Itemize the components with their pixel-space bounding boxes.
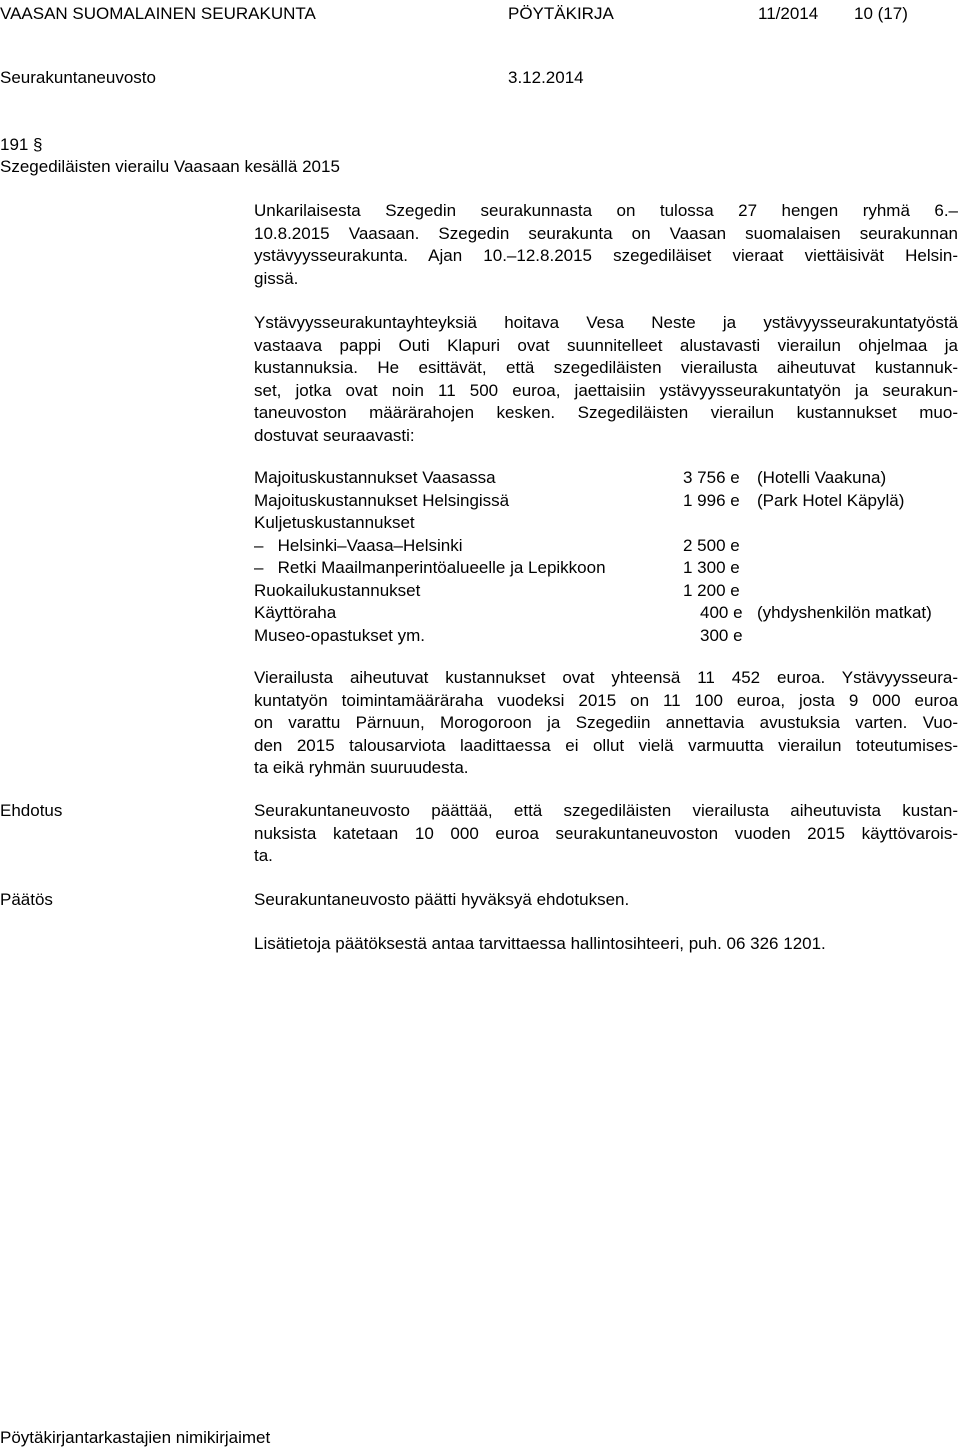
cost-row xyxy=(254,625,960,648)
cost-row xyxy=(254,490,960,513)
cost-note: (Park Hotel Käpylä) xyxy=(757,490,905,510)
section-title: Szegediläisten vierailu Vaasaan kesällä 2015 xyxy=(0,157,340,176)
cost-label: Majoituskustannukset Vaasassa xyxy=(254,468,496,487)
cost-amount: 300 e xyxy=(700,625,743,645)
paragraph-budget xyxy=(254,667,958,780)
section-number: 191 xyxy=(0,135,29,154)
cost-label: – Retki Maailmanperintöalueelle ja Lepikkoon xyxy=(254,558,606,577)
cost-row xyxy=(254,512,960,535)
text-line: on varattu Pärnuun, Morogoroon ja Szegediin annettavia avustuksia varten. Vuo- xyxy=(254,713,958,732)
text-line: kustannuksia. He esittävät, että szegediläisten vierailusta aiheutuvat kustannuk- xyxy=(254,358,958,377)
page-number: 10 (17) xyxy=(854,4,908,23)
text-line: nuksista katetaan 10 000 euroa seurakuntaneuvoston vuoden 2015 käyttövarois- xyxy=(254,823,958,843)
text-line: 10.8.2015 Vaasaan. Szegedin seurakunta on Vaasan suomalaisen seurakunnan xyxy=(254,223,958,243)
document-number: 11/2014 xyxy=(758,4,819,23)
meeting-date: 3.12.2014 xyxy=(508,68,584,87)
cost-label: Ruokailukustannukset xyxy=(254,580,421,600)
paragraph-planning xyxy=(254,312,958,447)
cost-label: Museo-opastukset ym. xyxy=(254,625,426,645)
section-sign: § xyxy=(33,135,43,154)
cost-row xyxy=(254,535,960,558)
text-line: gissä. xyxy=(254,268,299,288)
text-line: ystävyysseurakunta. Ajan 10.–12.8.2015 szegediläiset vieraat viettäisivät Helsin- xyxy=(254,246,958,265)
document-type: PÖYTÄKIRJA xyxy=(508,4,614,23)
cost-label: Käyttöraha xyxy=(254,603,337,622)
text-line: taneuvoston määrärahojen kesken. Szegediläisten vierailun kustannukset muo- xyxy=(254,403,958,422)
organization-name: VAASAN SUOMALAINEN SEURAKUNTA xyxy=(0,4,316,23)
cost-amount: 400 e xyxy=(700,603,743,622)
text-line: Seurakuntaneuvosto päättää, että szegediläisten vierailusta aiheutuvista kustan- xyxy=(254,801,958,820)
cost-label: Majoituskustannukset Helsingissä xyxy=(254,490,510,510)
cost-label: – Helsinki–Vaasa–Helsinki xyxy=(254,535,463,555)
footer-initials-label: Pöytäkirjantarkastajien nimikirjaimet xyxy=(0,1428,271,1447)
decision-label: Päätös xyxy=(0,890,53,909)
cost-row xyxy=(254,557,960,580)
cost-amount: 1 200 e xyxy=(683,580,740,600)
cost-label: Kuljetuskustannukset xyxy=(254,513,415,532)
text-line: ta. xyxy=(254,846,273,865)
cost-row xyxy=(254,602,960,625)
governing-body: Seurakuntaneuvosto xyxy=(0,68,156,87)
cost-note: (yhdyshenkilön matkat) xyxy=(757,603,932,622)
cost-amount: 2 500 e xyxy=(683,535,740,555)
proposal-text xyxy=(254,800,958,868)
text-line: kuntatyön toimintamääräraha vuodeksi 2015 on 11 100 euroa, josta 9 000 euroa xyxy=(254,690,958,710)
decision-text: Seurakuntaneuvosto päätti hyväksyä ehdotuksen. xyxy=(254,890,630,909)
text-line: Vierailusta aiheutuvat kustannukset ovat yhteensä 11 452 euroa. Ystävyysseura- xyxy=(254,668,958,687)
text-line: ta eikä ryhmän suuruudesta. xyxy=(254,758,469,777)
proposal-label: Ehdotus xyxy=(0,801,63,820)
text-line: set, jotka ovat noin 11 500 euroa, jaettaisiin ystävyysseurakuntatyön ja seurakun- xyxy=(254,380,958,400)
cost-note: (Hotelli Vaakuna) xyxy=(757,468,887,487)
contact-info: Lisätietoja päätöksestä antaa tarvittaessa hallintosihteeri, puh. 06 326 1201. xyxy=(254,934,826,953)
cost-table xyxy=(254,467,960,647)
cost-row xyxy=(254,580,960,603)
cost-amount: 3 756 e xyxy=(683,468,740,487)
text-line: Unkarilaisesta Szegedin seurakunnasta on tulossa 27 hengen ryhmä 6.– xyxy=(254,201,958,220)
text-line: den 2015 talousarviota laadittaessa ei ollut vielä varmuutta vierailun toteutumises- xyxy=(254,735,958,755)
text-line: dostuvat seuraavasti: xyxy=(254,425,415,445)
text-line: vastaava pappi Outi Klapuri ovat suunnitelleet alustavasti vierailun ohjelmaa ja xyxy=(254,335,958,355)
cost-amount: 1 996 e xyxy=(683,490,740,510)
cost-row xyxy=(254,467,960,490)
paragraph-visit-intro xyxy=(254,200,958,290)
text-line: Ystävyysseurakuntayhteyksiä hoitava Vesa Neste ja ystävyysseurakuntatyöstä xyxy=(254,313,958,332)
cost-amount: 1 300 e xyxy=(683,558,740,577)
